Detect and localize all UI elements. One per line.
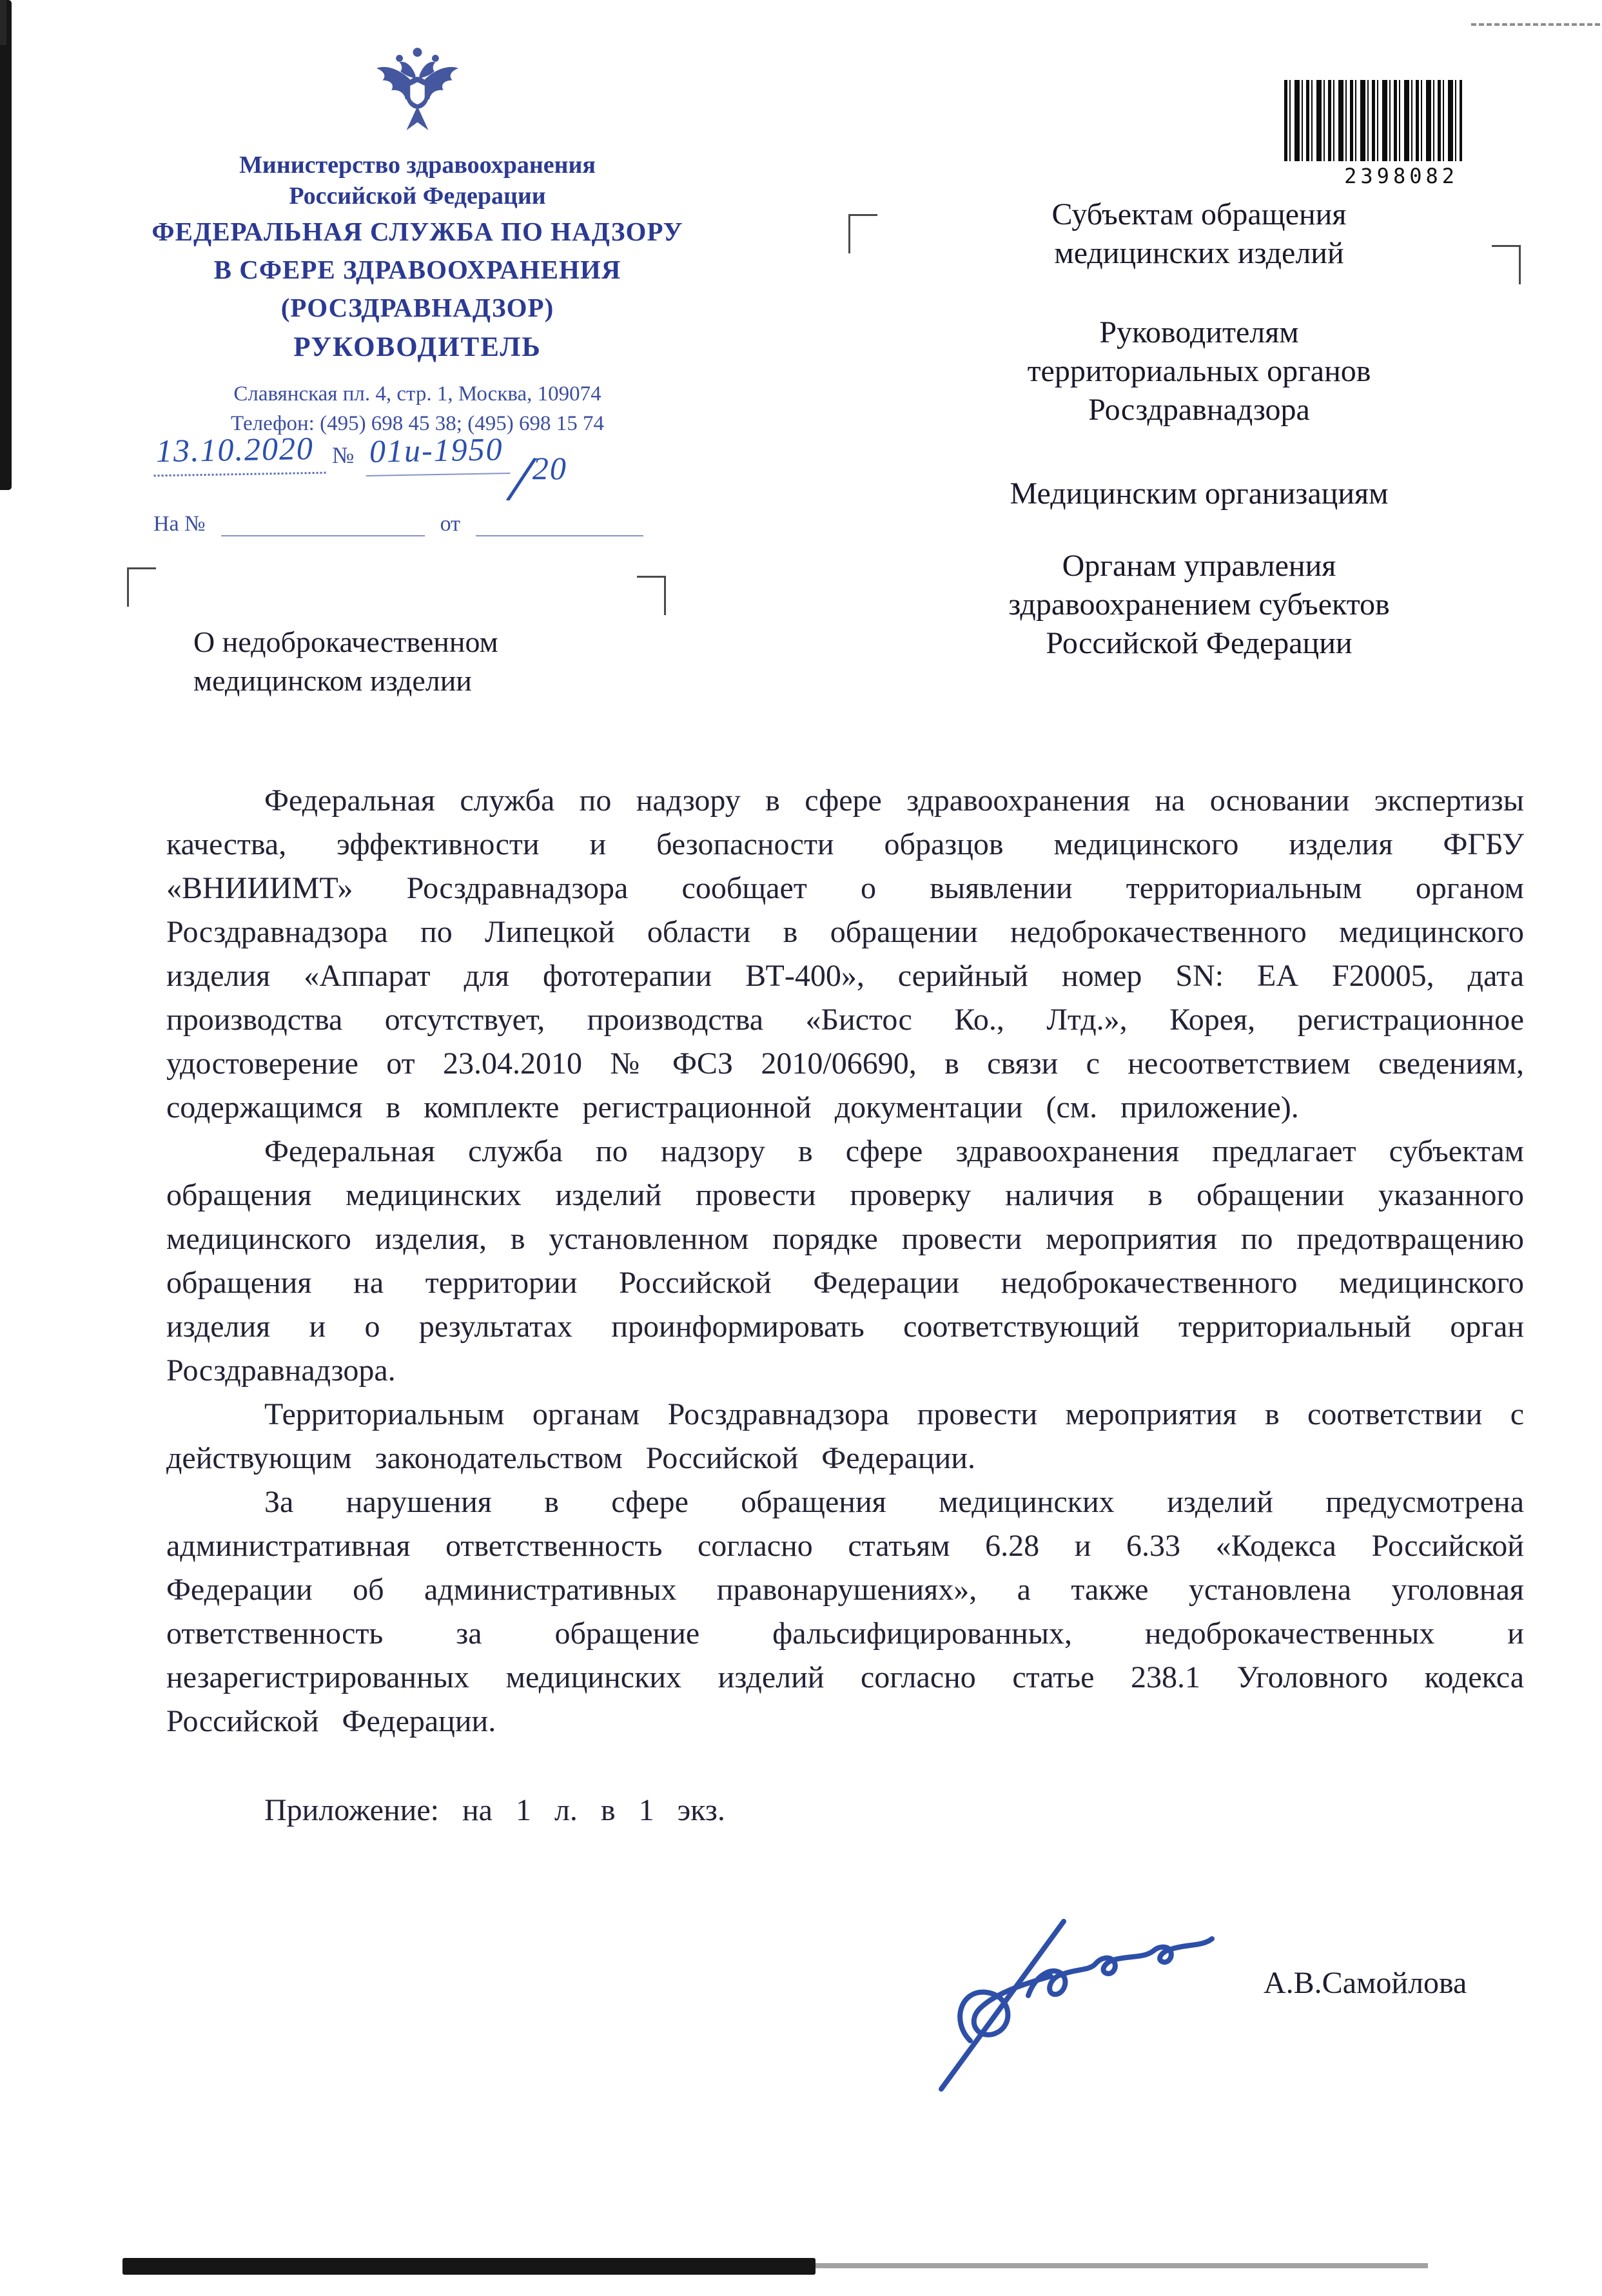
number-sign: № — [332, 442, 355, 468]
barcode — [1284, 80, 1462, 188]
reply-label: На № — [153, 512, 206, 536]
recipient-line: Медицинским организациям — [1010, 476, 1389, 511]
reply-from-label: от — [440, 512, 461, 536]
scan-edge-line — [1471, 23, 1600, 26]
address-line: Славянская пл. 4, стр. 1, Москва, 109074 — [233, 382, 601, 406]
signature-stroke — [932, 1899, 1235, 2102]
ministry-name — [116, 150, 719, 211]
window-corner-mark — [1492, 245, 1521, 284]
contact-info — [116, 379, 719, 438]
scan-artifact — [122, 2258, 816, 2275]
subject-text-line: О недоброкачественном — [193, 625, 498, 658]
scan-artifact — [0, 0, 12, 490]
recipient-line: Субъектам обращения — [1051, 197, 1347, 231]
barcode-number: 2398082 — [1344, 164, 1458, 188]
recipient-block — [915, 195, 1483, 273]
body-paragraph: Территориальным органам Росздравнадзора провести мероприятия в соответствии с действующим законодательством Российской Федерации. — [166, 1397, 1524, 1475]
scan-artifact — [816, 2263, 1428, 2268]
recipient-line: медицинских изделий — [1054, 236, 1344, 270]
window-corner-mark — [848, 214, 877, 253]
window-corner-mark — [637, 576, 666, 615]
recipient-line: территориальных органов — [1027, 354, 1371, 388]
handwritten-number: 01и-1950 — [366, 430, 511, 476]
letter-body — [166, 779, 1524, 1832]
coat-of-arms-icon — [367, 29, 467, 152]
subject-text-line: медицинском изделии — [193, 664, 472, 697]
recipient-block — [915, 547, 1483, 663]
body-paragraph: Федеральная служба по надзору в сфере здравоохранения на основании экспертизы качества, эффективности и безопасности образцов медицинского изделия ФГБУ «ВНИИИМТ» Росздравнадзора сообщает о выявлении территориальным органом Росздравнадзора по Липецкой области в обращении недоброкачественного медицинского изделия «Аппарат для фототерапии ВТ-400», серийный номер SN: ЕА F20005, дата производства отсутствует, производства «Бистос Ко., Лтд.», Корея, регистрационное удостоверение от 23.04.2010 № ФСЗ 2010/06690, в связи с несоответствием сведениям, содержащимся в комплекте регистрационной документации (см. приложение). — [166, 783, 1524, 1124]
recipient-line: Росздравнадзора — [1088, 393, 1310, 427]
recipient-line: Руководителям — [1099, 315, 1299, 349]
body-paragraph: Федеральная служба по надзору в сфере здравоохранения предлагает субъектам обращения медицинских изделий провести проверку наличия в обращении указанного медицинского изделия, в установленном порядке провести мероприятия по предотвращению обращения на территории Российской Федерации недоброкачественного медицинского изделия и о результатах проинформировать соответствующий территориальный орган Росздравнадзора. — [166, 1134, 1524, 1388]
recipient-line: Российской Федерации — [1046, 626, 1353, 660]
service-line: (РОСЗДРАВНАДЗОР) — [280, 293, 554, 322]
reply-number-blank — [221, 508, 425, 536]
window-corner-mark — [127, 567, 156, 607]
recipient-block — [915, 313, 1483, 429]
reply-reference — [153, 508, 659, 536]
reply-date-blank — [476, 508, 643, 536]
signatory-name: А.В.Самойлова — [1264, 1966, 1467, 2000]
recipient-line: здравоохранением субъектов — [1008, 587, 1390, 622]
handwritten-date: 13.10.2020 — [153, 429, 326, 477]
subject-line — [193, 623, 709, 700]
service-line: ФЕДЕРАЛЬНАЯ СЛУЖБА ПО НАДЗОРУ — [151, 217, 683, 246]
handwritten-slash: / — [507, 440, 535, 517]
recipient-block — [915, 475, 1483, 513]
phone-line: Телефон: (495) 698 45 38; (495) 698 15 74 — [231, 412, 604, 435]
barcode-bars-icon — [1284, 80, 1462, 161]
body-paragraph: За нарушения в сфере обращения медицинских изделий предусмотрена административная ответственность согласно статьям 6.28 и 6.33 «Кодекса Российской Федерации об административных правонарушениях», а также установлена уголовная ответственность за обращение фальсифицированных, недоброкачественных и незарегистрированных медицинских изделий согласно статье 238.1 Уголовного кодекса Российской Федерации. — [166, 1485, 1524, 1738]
scan-artifact — [0, 0, 6, 45]
service-name — [97, 213, 738, 327]
outgoing-reference — [153, 429, 567, 517]
position-title: РУКОВОДИТЕЛЬ — [293, 332, 542, 362]
attachment-line: Приложение: на 1 л. в 1 экз. — [264, 1793, 725, 1827]
handwritten-number-suffix: 20 — [532, 450, 567, 486]
recipient-line: Органам управления — [1062, 549, 1336, 583]
service-line: В СФЕРЕ ЗДРАВООХРАНЕНИЯ — [213, 255, 621, 284]
ministry-line: Министерство здравоохранения — [239, 152, 596, 179]
ministry-line: Российской Федерации — [289, 182, 546, 210]
